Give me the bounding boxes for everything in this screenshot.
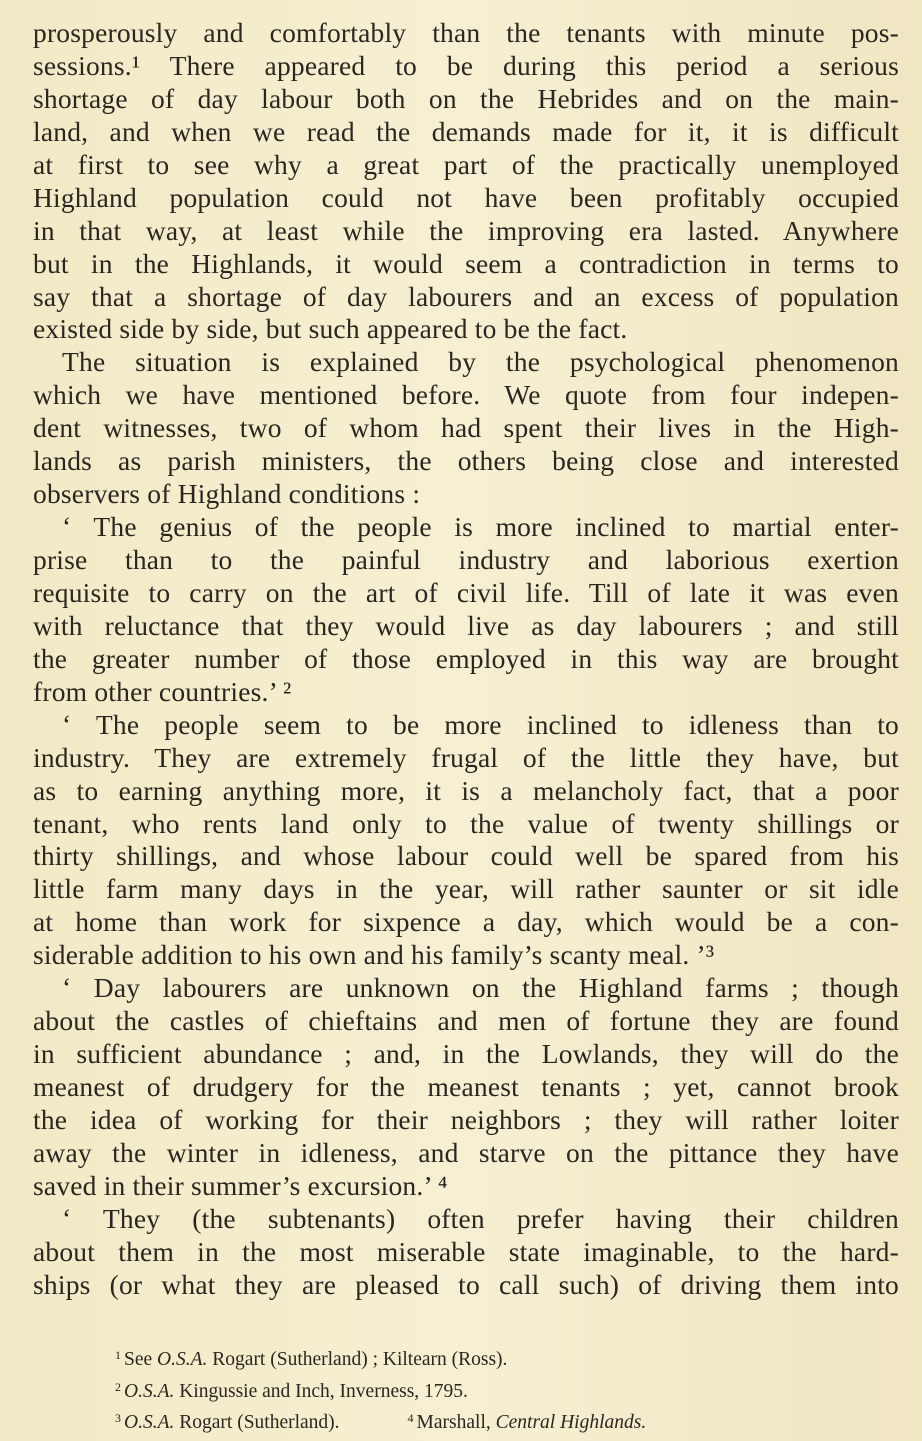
footnote-italic: Central Highlands. — [495, 1412, 647, 1433]
footnote-number: 2 — [115, 1379, 121, 1394]
text-line: lands as parish ministers, the others being close and interested — [33, 445, 899, 477]
text-line: land, and when we read the demands made for it, it is difficult — [33, 115, 899, 147]
text-line: at home than work for sixpence a day, which would be a con- — [33, 906, 899, 938]
text-line: tenant, who rents land only to the value of twenty shillings or — [33, 807, 899, 839]
text-line: siderable addition to his own and his family’s scanty meal. ’³ — [33, 939, 715, 971]
text-line: with reluctance that they would live as day labourers ; and still — [33, 609, 899, 641]
footnote-number: 3 — [115, 1411, 121, 1425]
text-line: meanest of drudgery for the meanest tenants ; yet, cannot brook — [33, 1071, 899, 1102]
text-line: ships (or what they are pleased to call such) of driving them into — [33, 1268, 899, 1300]
footnote-3-4 — [115, 1403, 646, 1435]
text-line: away the winter in idleness, and starve on the pittance they have — [33, 1136, 899, 1168]
text-line: sessions.¹ There appeared to be during this period a serious — [33, 49, 899, 81]
footnote-text: Rogart (Sutherland) ; Kiltearn (Ross). — [207, 1349, 508, 1370]
text-line: observers of Highland conditions : — [33, 478, 421, 510]
footnote-number: 4 — [407, 1411, 414, 1425]
text-line: The situation is explained by the psychological phenomenon — [62, 346, 899, 378]
body-text — [33, 17, 899, 1302]
text-line: ‘ Day labourers are unknown on the Highland farms ; though — [62, 972, 899, 1004]
text-line: thirty shillings, and whose labour could well be spared from his — [33, 840, 899, 872]
footnote-2 — [115, 1372, 646, 1404]
footnote-text: Marshall, — [416, 1412, 496, 1433]
text-line: about the castles of chieftains and men of fortune they are found — [33, 1005, 899, 1037]
text-line: say that a shortage of day labourers and an excess of population — [33, 280, 899, 312]
text-line: dent witnesses, two of whom had spent their lives in the High- — [33, 412, 899, 444]
text-line: Highland population could not have been profitably occupied — [33, 181, 899, 213]
footnote-1 — [115, 1340, 646, 1372]
footnote-text: Rogart (Sutherland). — [174, 1412, 340, 1433]
text-line: the idea of working for their neighbors ; they will rather loiter — [33, 1103, 899, 1135]
text-line: requisite to carry on the art of civil life. Till of late it was even — [33, 576, 899, 608]
text-line: prosperously and comfortably than the tenants with minute pos- — [33, 17, 899, 48]
text-line: ‘ The genius of the people is more inclined to martial enter- — [62, 511, 899, 543]
footnote-text: See — [124, 1349, 158, 1370]
text-line: the greater number of those employed in this way are brought — [33, 642, 899, 674]
text-line: industry. They are extremely frugal of the little they have, but — [33, 741, 899, 773]
footnote-text: Kingussie and Inch, Inverness, 1795. — [174, 1380, 468, 1402]
text-line: prise than to the painful industry and laborious exertion — [33, 544, 899, 575]
text-line: little farm many days in the year, will rather saunter or sit idle — [33, 873, 899, 905]
text-line: but in the Highlands, it would seem a contradiction in terms to — [33, 247, 899, 279]
footnote-number: 1 — [115, 1348, 121, 1362]
text-line: ‘ They (the subtenants) often prefer having their children — [62, 1202, 899, 1234]
text-line: ‘ The people seem to be more inclined to idleness than to — [62, 708, 899, 740]
text-line: from other countries.’ ² — [33, 675, 292, 707]
text-line: existed side by side, but such appeared to be the fact. — [33, 313, 628, 345]
text-line: at first to see why a great part of the practically unemployed — [33, 148, 899, 180]
text-line: saved in their summer’s excursion.’ ⁴ — [33, 1169, 448, 1201]
footnote-italic: O.S.A. — [124, 1380, 175, 1402]
text-line: shortage of day labour both on the Hebrides and on the main- — [33, 82, 899, 114]
footnote-italic: O.S.A. — [157, 1349, 208, 1370]
text-line: as to earning anything more, it is a melancholy fact, that a poor — [33, 774, 899, 806]
footnotes — [115, 1340, 646, 1435]
text-line: in that way, at least while the improving era lasted. Anywhere — [33, 214, 899, 246]
text-line: in sufficient abundance ; and, in the Lowlands, they will do the — [33, 1038, 899, 1070]
footnote-italic: O.S.A. — [124, 1412, 175, 1433]
text-line: which we have mentioned before. We quote from four indepen- — [33, 379, 899, 411]
text-line: about them in the most miserable state imaginable, to the hard- — [33, 1235, 899, 1267]
